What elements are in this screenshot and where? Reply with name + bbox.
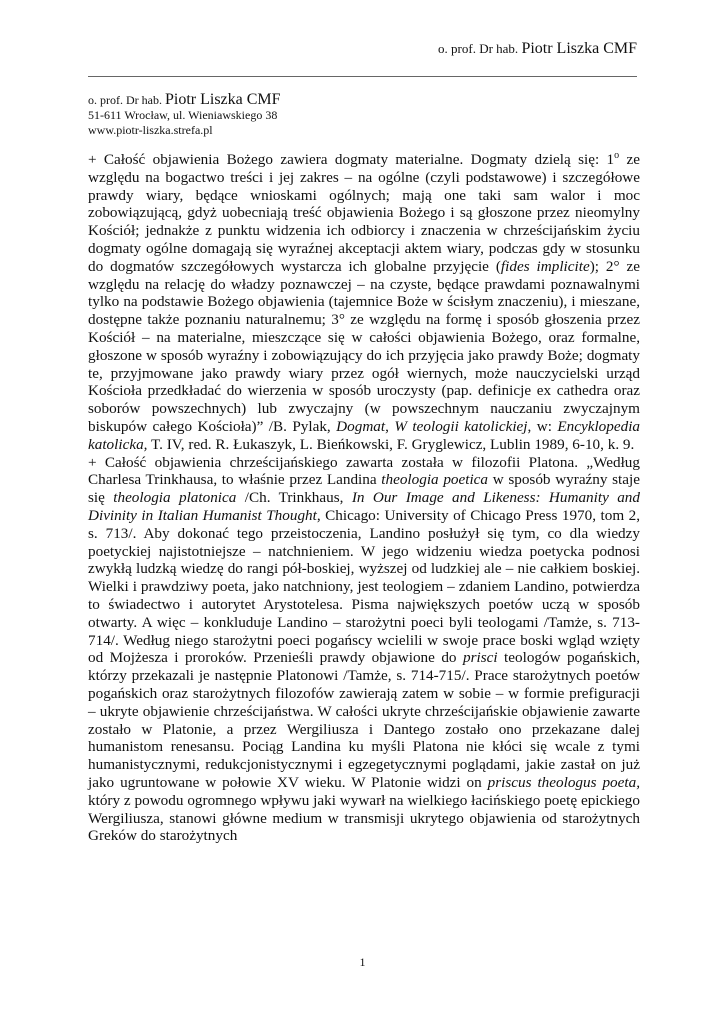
address-author-name: Piotr Liszka CMF xyxy=(164,91,281,108)
paragraph-platon xyxy=(88,454,640,846)
italic-term: prisci xyxy=(462,649,498,667)
italic-term: priscus theologus poeta, xyxy=(487,773,640,791)
header-author-name: Piotr Liszka CMF xyxy=(521,40,637,57)
text-run: ); 2° ze względu na relację do władzy poznawczej – na czyste, będące prawdami poznawalnymi tylko na podstawie Bożego objawienia (tajemnice Boże w ścisłym znaczeniu), i mieszane, dostępne także poznaniu naturalnemu; 3° ze względu na formę i sposób głoszenia przez Kościół – na materialne, mieszczące się w całości objawienia Bożego, oraz formalne, głoszone w sposób wyraźny i zobowiązujący do ich przyjęcia jako prawdy Boże; dogmaty te, przyjmowane jako prawdy wiary przez ogół wiernych, może nauczycielski urząd Kościoła przedkładać do wierzenia w sposób uroczysty (pap. definicje ex cathedra oraz soborów powszechnych) lub zwyczajny (w powszechnym nauczaniu zwyczajnym biskupów całego Kościoła)” /B. Pylak, xyxy=(88,257,640,436)
italic-title: In Our Image and Likeness: Humanity and Divinity in Italian Humanist Thought xyxy=(88,489,640,524)
text-run: w sposób wyraźny staje się xyxy=(88,471,640,507)
italic-term: theologia platonica xyxy=(113,489,237,507)
italic-title: Dogmat xyxy=(336,418,386,436)
italic-term: theologia poetica xyxy=(381,471,489,489)
text-run: który z powodu ogromnego wpływu jaki wywarł na wielkiego łacińskiego poetę epickiego Wergiliusza, stanowi główne medium w transmisji ukrytego objawienia od starożytnych Greków do starożytnych xyxy=(88,791,640,845)
italic-title: W teologii katolickiej xyxy=(394,418,528,436)
address-prefix: o. prof. Dr hab. xyxy=(88,93,165,107)
italic-term: fides implicite xyxy=(500,257,590,275)
text-run: ze względu na bogactwo treści i jej zakres – na ogólne (czyli podstawowe) i szczegółowe prawdy wiary, będące wnioskami ogólnych; mają one taki sam walor i moc zobowiązującą, gdyż uobecniają treść objawienia Bożego i są głoszone przez nieomylny Kościół; jednakże z punktu widzenia ich odbiorcy i znaczenia w chrześcijańskim życiu dogmaty ogólne domagają się wyraźnej akceptacji aktem wiary, podczas gdy w stosunku do dogmatów szczegółowych wystarcza ich globalne przyjęcie ( xyxy=(88,151,640,275)
text-run: teologów pogańskich, którzy przekazali je następnie Platonowi /Tamże, s. 714-715/. Prace starożytnych poetów pogańskich oraz starożytnych filozofów zawierają zatem w sobie – w formie prefiguracji – ukryte objawienie chrześcijaństwa. W całości ukryte chrześcijańskie objawienie zawarte zostało w Platonie, a przez Wergiliusza i Dantego zostało ono przekazane dalej humanistom renesansu. Pociąg Landina ku myśli Platona nie kłóci się wcale z tymi humanistycznymi, redukcjonistycznymi i egzegetycznymi poglądami, jakie zastał on już jako ugruntowane w połowie XV wieku. W Platonie widzi on xyxy=(88,649,640,791)
header-divider xyxy=(88,76,637,77)
italic-title: Encyklopedia katolicka, xyxy=(88,418,641,453)
text-run: + Całość objawienia chrześcijańskiego zawarta została w filozofii Platona. „Według Charlesa Trinkhausa, to właśnie przez Landina xyxy=(88,453,640,489)
text-run: , w: xyxy=(527,418,558,436)
page-number: 1 xyxy=(359,955,366,969)
paragraph-dogmaty xyxy=(88,147,640,454)
address-website: www.piotr-liszka.strefa.pl xyxy=(88,123,213,137)
document-body xyxy=(88,147,640,845)
address-street: 51-611 Wrocław, ul. Wieniawskiego 38 xyxy=(88,108,278,122)
text-run: + Całość objawienia Bożego zawiera dogmaty materialne. Dogmaty dzielą się: 1 xyxy=(88,151,615,169)
text-run: , xyxy=(385,418,395,436)
text-run: /Ch. Trinkhaus, xyxy=(236,489,352,507)
running-header xyxy=(438,40,637,58)
superscript: o xyxy=(614,150,620,161)
text-run: , Chicago: University of Chicago Press 1970, tom 2, s. 713/. Aby dokonać tego przeistoczenia, Landino posłużył się tym, co dla wiedzy poetyckiej najistotniejsze – natchnieniem. W jego widzeniu wiedza poetycka podnosi zwykłą ludzką wiedzę do rangi pół-boskiej, wyższej od ludzkiej ale – nie całkiem boskiej. Wielki i prawdziwy poeta, jako natchniony, jest teologiem – zdaniem Landino, potwierdza to świadectwo i autorytet Arystotelesa. Pisma największych poetów uczą w sposób otwarty. A więc – konkluduje Landino – starożytni poeci byli teologami /Tamże, s. 713-714/. Według niego starożytni poeci pogańscy wcielili w swoje prace boski wgląd wzięty od Mojżesza i proroków. Przenieśli prawdy objawione do xyxy=(88,507,641,667)
text-run: T. IV, red. R. Łukaszyk, L. Bieńkowski, F. Gryglewicz, Lublin 1989, 6-10, k. 9. xyxy=(147,435,635,453)
author-address-block xyxy=(88,92,281,138)
header-prefix: o. prof. Dr hab. xyxy=(438,41,522,56)
address-name-line xyxy=(88,92,281,108)
